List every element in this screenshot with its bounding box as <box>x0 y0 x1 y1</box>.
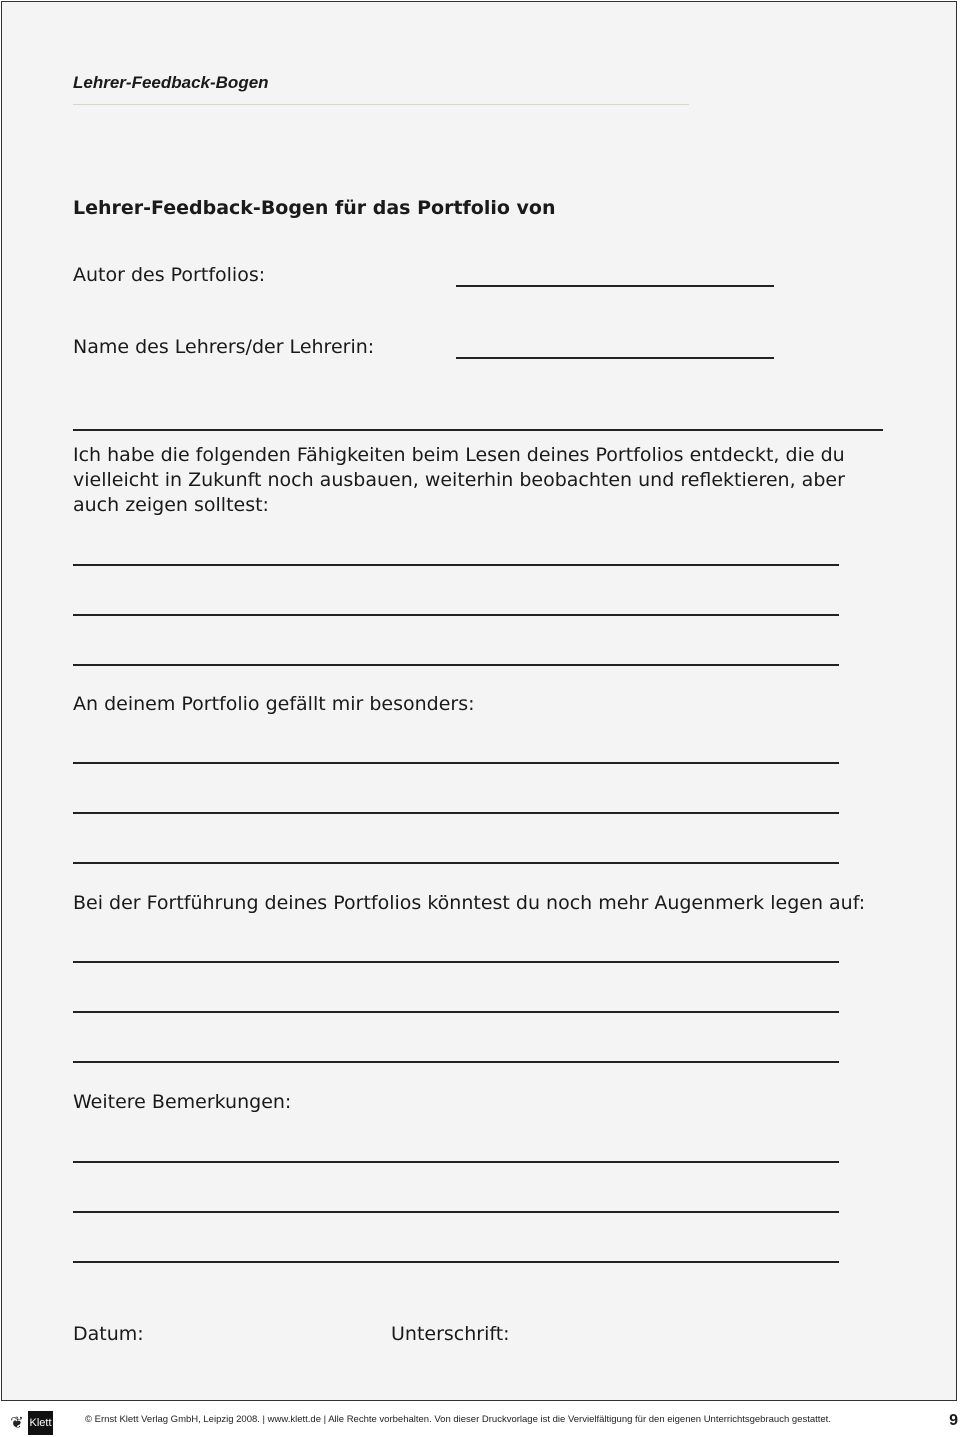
likes-field-2[interactable] <box>73 812 839 814</box>
copyright-notice: © Ernst Klett Verlag GmbH, Leipzig 2008. | www.klett.de | Alle Rechte vorbehalten. Von dieser Druckvorlage ist die Vervielfältigung für den eigenen Unterrichtsgebrauch gestattet. <box>85 1414 831 1425</box>
running-header: Lehrer-Feedback-Bogen <box>73 73 269 92</box>
likes-field-1[interactable] <box>73 762 839 764</box>
likes-field-3[interactable] <box>73 862 839 864</box>
klett-leaf-icon: ❦ <box>10 1413 24 1432</box>
remarks-label: Weitere Bemerkungen: <box>73 1091 292 1113</box>
focus-field-1[interactable] <box>73 961 839 963</box>
logo-name: Klett <box>28 1411 53 1435</box>
teacher-label: Name des Lehrers/der Lehrerin: <box>73 336 375 358</box>
form-title: Lehrer-Feedback-Bogen für das Portfolio von <box>73 197 556 219</box>
focus-field-3[interactable] <box>73 1061 839 1063</box>
header-rule <box>73 104 689 105</box>
signature-label: Unterschrift: <box>391 1323 510 1345</box>
remarks-field-2[interactable] <box>73 1211 839 1213</box>
separator-line <box>73 429 883 431</box>
author-field[interactable] <box>456 285 774 287</box>
page-footer <box>0 1402 960 1437</box>
skills-field-1[interactable] <box>73 564 839 566</box>
klett-logo <box>6 1411 53 1435</box>
skills-text-line-3: auch zeigen solltest: <box>73 494 269 516</box>
focus-label: Bei der Fortführung deines Portfolios könntest du noch mehr Augenmerk legen auf: <box>73 892 866 914</box>
likes-label: An deinem Portfolio gefällt mir besonders: <box>73 693 475 715</box>
author-label: Autor des Portfolios: <box>73 264 266 286</box>
skills-field-2[interactable] <box>73 614 839 616</box>
page-number: 9 <box>949 1412 958 1429</box>
date-label: Datum: <box>73 1323 144 1345</box>
skills-text-line-1: Ich habe die folgenden Fähigkeiten beim Lesen deines Portfolios entdeckt, die du <box>73 444 845 466</box>
skills-field-3[interactable] <box>73 664 839 666</box>
remarks-field-3[interactable] <box>73 1261 839 1263</box>
skills-text-line-2: vielleicht in Zukunft noch ausbauen, weiterhin beobachten und reflektieren, aber <box>73 469 845 491</box>
worksheet-page <box>1 1 957 1401</box>
remarks-field-1[interactable] <box>73 1161 839 1163</box>
focus-field-2[interactable] <box>73 1011 839 1013</box>
teacher-field[interactable] <box>456 357 774 359</box>
